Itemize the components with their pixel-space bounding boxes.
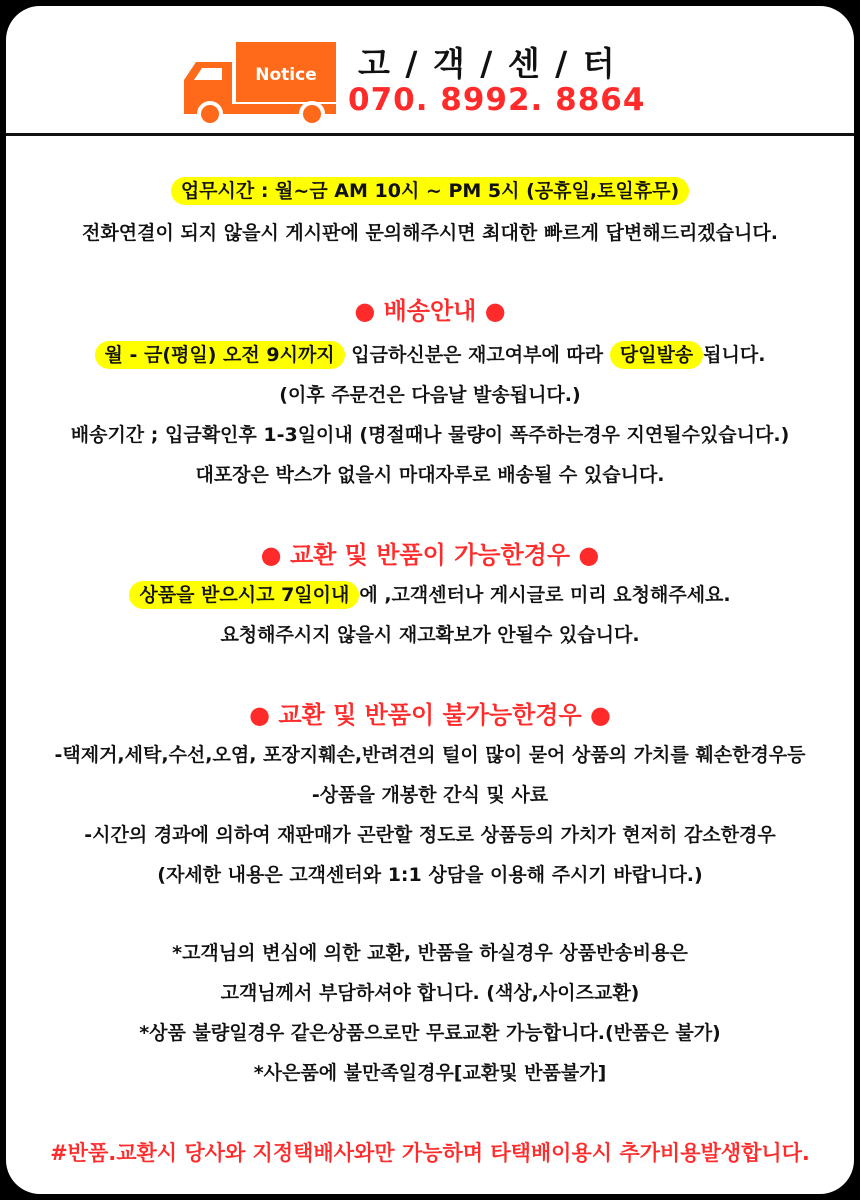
header bbox=[6, 6, 854, 136]
delivery-truck-icon bbox=[180, 36, 340, 124]
delivery-heading: ● 배송안내 ● bbox=[354, 297, 506, 325]
hours-line bbox=[6, 176, 854, 206]
delivery-line-2: (이후 주문건은 다음날 발송됩니다.) bbox=[279, 384, 581, 406]
page-title: 고 / 객 / 센 / 터 bbox=[358, 44, 617, 83]
note-line-1: *고객님의 변심에 의한 교환, 반품을 하실경우 상품반송비용은 bbox=[172, 942, 688, 964]
delivery-line-4: 대포장은 박스가 없을시 마대자루로 배송될 수 있습니다. bbox=[195, 464, 665, 486]
delivery-line-1-end: 됩니다. bbox=[703, 344, 766, 366]
delivery-highlight-deadline: 월 - 금(평일) 오전 9시까지 bbox=[95, 341, 345, 369]
exchange-no-line-2: -상품을 개봉한 간식 및 사료 bbox=[311, 784, 549, 806]
footer-warning: #반품.교환시 당사와 지정택배사와만 가능하며 타택배이용시 추가비용발생합니다. bbox=[50, 1141, 810, 1165]
exchange-no-line-1: -택제거,세탁,수선,오염, 포장지훼손,반려견의 털이 많이 묻어 상품의 가치를 훼손한경우등 bbox=[54, 744, 806, 766]
delivery-highlight-sameday: 당일발송 bbox=[610, 341, 703, 369]
exchange-ok-line-2: 요청해주시지 않을시 재고확보가 안될수 있습니다. bbox=[220, 624, 640, 646]
exchange-ok-heading: ● 교환 및 반품이 가능한경우 ● bbox=[260, 541, 600, 569]
note-line-4: *사은품에 불만족일경우[교환및 반품불가] bbox=[253, 1062, 607, 1084]
delivery-line-1-mid: 입금하신분은 재고여부에 따라 bbox=[344, 344, 610, 366]
note-line-3: *상품 불량일경우 같은상품으로만 무료교환 가능합니다.(반품은 불가) bbox=[139, 1022, 721, 1044]
exchange-ok-highlight: 상품을 받으시고 7일이내 bbox=[129, 581, 359, 609]
notice-card bbox=[6, 6, 854, 1194]
phone-number: 070. 8992. 8864 bbox=[348, 82, 646, 118]
exchange-ok-line-1-end: 에 ,고객센터나 게시글로 미리 요청해주세요. bbox=[359, 584, 731, 606]
notice-badge-text: Notice bbox=[255, 65, 317, 85]
hours-highlight: 업무시간 : 월~금 AM 10시 ~ PM 5시 (공휴일,토일휴무) bbox=[171, 177, 689, 205]
note-line-2: 고객님께서 부담하셔야 합니다. (색상,사이즈교환) bbox=[220, 982, 640, 1004]
exchange-no-heading: ● 교환 및 반품이 불가능한경우 ● bbox=[249, 701, 611, 729]
exchange-no-line-4: (자세한 내용은 고객센터와 1:1 상담을 이용해 주시기 바랍니다.) bbox=[157, 864, 703, 886]
hours-note: 전화연결이 되지 않을시 게시판에 문의해주시면 최대한 빠르게 답변해드리겠습니다. bbox=[82, 222, 778, 244]
delivery-line-3: 배송기간 ; 입금확인후 1-3일이내 (명절때나 물량이 폭주하는경우 지연될수있습니다.) bbox=[70, 424, 790, 446]
delivery-line-1 bbox=[6, 340, 854, 370]
exchange-ok-line-1 bbox=[6, 580, 854, 610]
exchange-no-line-3: -시간의 경과에 의하여 재판매가 곤란할 정도로 상품등의 가치가 현저히 감소한경우 bbox=[84, 824, 776, 846]
